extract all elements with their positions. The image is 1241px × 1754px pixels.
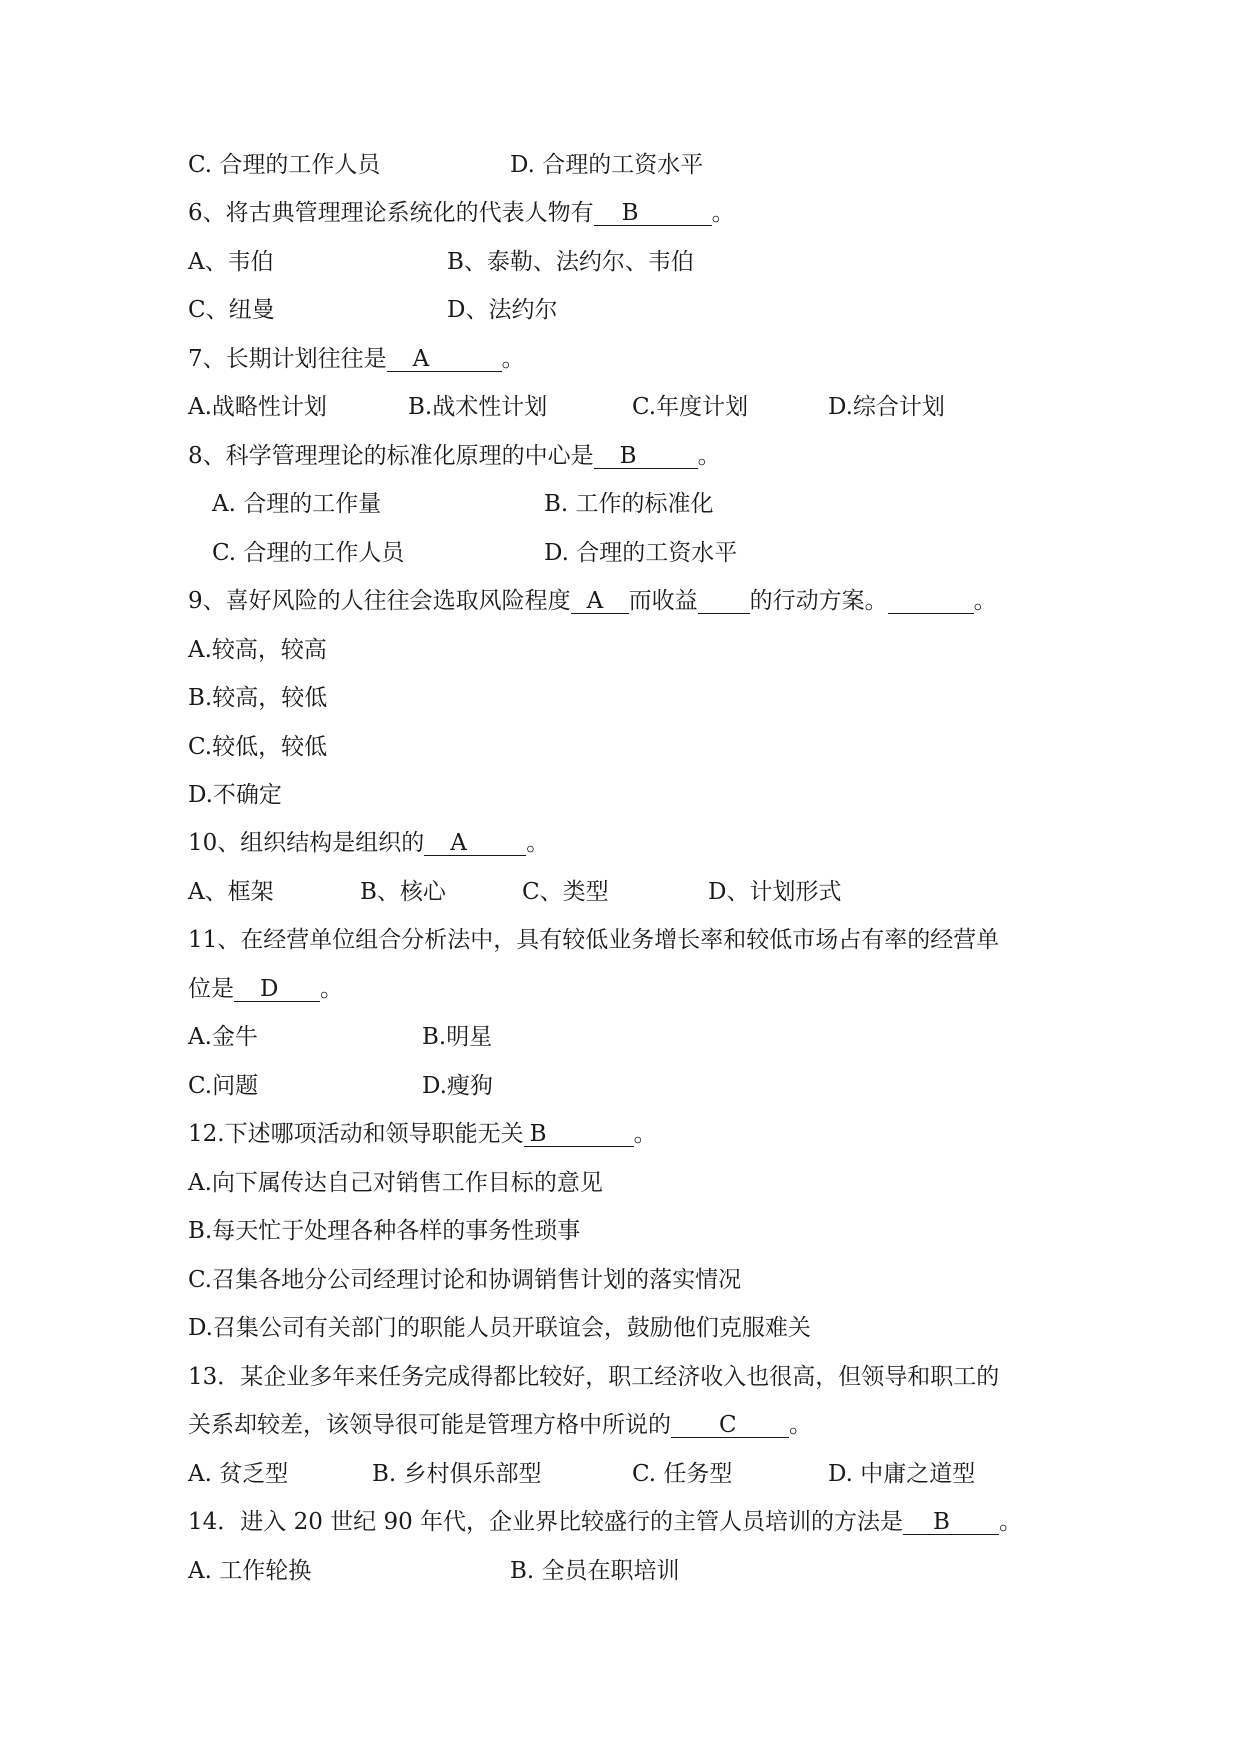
q9-third-blank [888, 589, 974, 614]
q12-end-mark: 。 [633, 1121, 657, 1147]
q12-question-text: 12.下述哪项活动和领导职能无关 [188, 1121, 524, 1147]
q10-option-d: D、计划形式 [708, 879, 842, 905]
q10-stem [188, 828, 549, 858]
q6-option-d: D、法约尔 [447, 297, 558, 323]
q8-option-d: D. 合理的工资水平 [544, 540, 738, 566]
q6-option-c: C、纽曼 [188, 297, 275, 323]
q12-option-d: D.召集公司有关部门的职能人员开联谊会，鼓励他们克服难关 [188, 1315, 811, 1341]
q13-stem-line2 [188, 1410, 812, 1440]
q14-answer-blank: B [903, 1510, 999, 1535]
q12-option-c-row [188, 1265, 741, 1295]
q14-end-mark: 。 [999, 1509, 1023, 1535]
q9-option-d-row [188, 780, 282, 810]
q8-answer-blank: B [594, 444, 698, 469]
q9-middle-text: 而收益 [628, 588, 698, 614]
q11-stem-line1 [188, 925, 999, 955]
q7-question-text: 7、长期计划往往是 [188, 346, 387, 372]
q12-answer-blank: B [524, 1122, 634, 1147]
q13-end-mark: 。 [789, 1412, 812, 1438]
q11-option-a: A.金牛 [188, 1024, 258, 1050]
q6-answer-blank: B [594, 201, 712, 226]
q8-end-mark: 。 [697, 443, 721, 469]
q7-option-c: C.年度计划 [632, 394, 749, 420]
q12-option-a-row [188, 1168, 603, 1198]
q6-end-mark: 。 [711, 200, 735, 226]
q9-second-blank [698, 589, 750, 614]
q11-question-text-1: 11、在经营单位组合分析法中，具有较低业务增长率和较低市场占有率的经营单 [188, 927, 1000, 953]
q11-question-text-2: 位是 [188, 976, 234, 1002]
q6-stem [188, 198, 735, 228]
q9-option-b: B.较高，较低 [188, 685, 328, 711]
q14-question-text: 14．进入 20 世纪 90 年代，企业界比较盛行的主管人员培训的方法是 [188, 1509, 904, 1535]
q14-option-b: B. 全员在职培训 [510, 1558, 680, 1584]
q12-stem [188, 1119, 657, 1149]
q11-option-c: C.问题 [188, 1073, 259, 1099]
q13-stem-line1 [188, 1362, 999, 1392]
q9-middle-text-2: 的行动方案。 [749, 588, 888, 614]
q11-stem-line2 [188, 974, 343, 1004]
q13-option-a: A. 贫乏型 [188, 1461, 289, 1487]
q8-option-b: B. 工作的标准化 [544, 491, 714, 517]
q7-option-d: D.综合计划 [828, 394, 945, 420]
q7-end-mark: 。 [501, 346, 525, 372]
q11-end-mark: 。 [320, 976, 343, 1002]
q7-answer-blank: A [387, 347, 502, 372]
q13-option-d: D. 中庸之道型 [828, 1461, 976, 1487]
q14-stem [188, 1507, 1022, 1537]
q9-stem [188, 586, 997, 616]
q10-question-text: 10、组织结构是组织的 [188, 830, 425, 856]
q9-question-text: 9、喜好风险的人往往会选取风险程度 [188, 588, 571, 614]
q9-option-a-row [188, 635, 327, 665]
q9-option-b-row [188, 683, 327, 713]
q13-option-c: C. 任务型 [632, 1461, 733, 1487]
q9-option-c-row [188, 732, 327, 762]
q10-option-c: C、类型 [522, 879, 609, 905]
q10-end-mark: 。 [526, 830, 550, 856]
q13-answer-blank: C [671, 1413, 789, 1438]
q7-stem [188, 344, 525, 374]
q8-option-c: C. 合理的工作人员 [212, 540, 405, 566]
q9-end-mark: 。 [973, 588, 997, 614]
q5-option-d: D. 合理的工资水平 [510, 152, 704, 178]
q12-option-d-row [188, 1313, 811, 1343]
q9-option-d: D.不确定 [188, 782, 282, 808]
q13-question-text-2: 关系却较差，该领导很可能是管理方格中所说的 [188, 1412, 671, 1438]
q8-option-a: A. 合理的工作量 [212, 491, 382, 517]
q10-answer-blank: A [424, 831, 526, 856]
q7-option-b: B.战术性计划 [408, 394, 548, 420]
q13-question-text-1: 13．某企业多年来任务完成得都比较好，职工经济收入也很高，但领导和职工的 [188, 1364, 1000, 1390]
q7-option-a: A.战略性计划 [188, 394, 327, 420]
q11-option-d: D.瘦狗 [422, 1073, 493, 1099]
q13-option-b: B. 乡村俱乐部型 [372, 1461, 542, 1487]
q14-option-a: A. 工作轮换 [188, 1558, 312, 1584]
q10-option-a: A、框架 [188, 879, 274, 905]
q8-question-text: 8、科学管理理论的标准化原理的中心是 [188, 443, 594, 469]
q6-option-b: B、泰勒、法约尔、韦伯 [447, 249, 694, 275]
q6-question-text: 6、将古典管理理论系统化的代表人物有 [188, 200, 594, 226]
q12-option-b-row [188, 1216, 580, 1246]
q6-option-a: A、韦伯 [188, 249, 274, 275]
q11-answer-blank: D [234, 977, 320, 1002]
q12-option-a: A.向下属传达自己对销售工作目标的意见 [188, 1170, 603, 1196]
q10-option-b: B、核心 [360, 879, 446, 905]
q9-option-c: C.较低，较低 [188, 734, 328, 760]
q11-option-b: B.明星 [422, 1024, 493, 1050]
q9-option-a: A.较高，较高 [188, 637, 327, 663]
q5-option-c: C. 合理的工作人员 [188, 152, 381, 178]
q12-option-c: C.召集各地分公司经理讨论和协调销售计划的落实情况 [188, 1267, 742, 1293]
q8-stem [188, 441, 721, 471]
q12-option-b: B.每天忙于处理各种各样的事务性琐事 [188, 1218, 581, 1244]
q9-answer-blank: A [571, 589, 629, 614]
